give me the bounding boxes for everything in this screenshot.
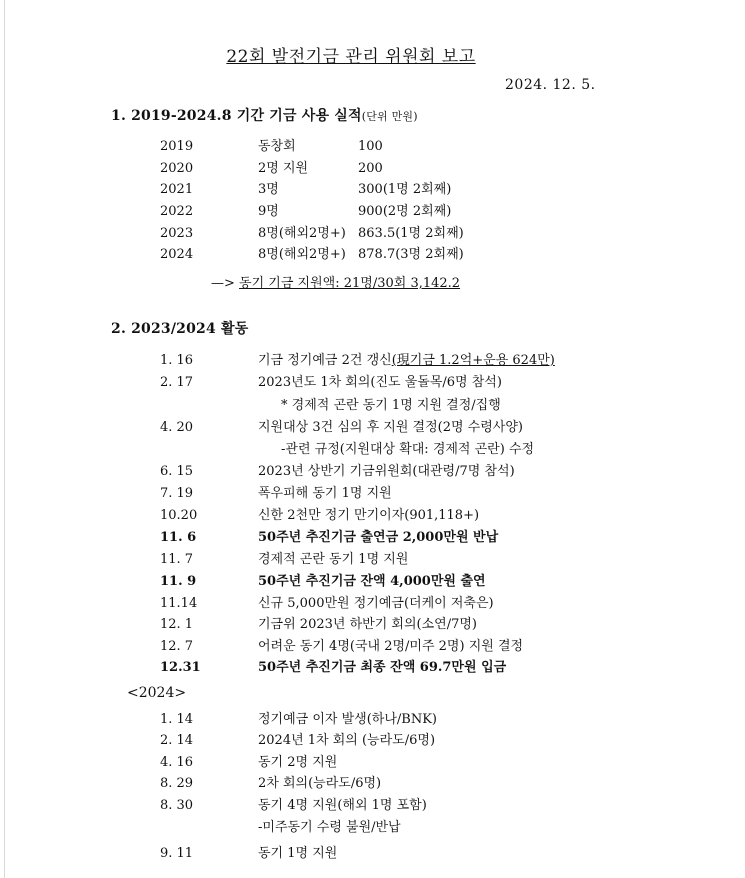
page-edge (4, 0, 5, 878)
usage-amount: 200 (358, 161, 383, 176)
activity-date: 11. 7 (160, 552, 194, 567)
usage-amount: 900(2명 2회째) (358, 204, 452, 219)
activity-desc: 50주년 추진기금 최종 잔액 69.7만원 입금 (258, 660, 507, 675)
activity-date: 1. 16 (160, 353, 194, 368)
arrow-icon: —> (211, 276, 235, 291)
activity-desc: 신규 5,000만원 정기예금(더케이 저축은) (258, 596, 494, 611)
activity-desc: 지원대상 3건 심의 후 지원 결정(2명 수령사양) (258, 420, 523, 435)
activity-desc: 어려운 동기 4명(국내 2명/미주 2명) 지원 결정 (258, 639, 524, 654)
activity-date: 2. 17 (160, 375, 194, 390)
usage-year: 2022 (160, 204, 194, 219)
activity-date: 4. 16 (160, 755, 194, 770)
activity-desc: 기금위 2023년 하반기 회의(소연/7명) (258, 617, 477, 632)
fund-status-note: (現기금 1.2억+운용 624만) (391, 353, 555, 368)
section1-heading (111, 108, 418, 125)
activity-desc: 50주년 추진기금 출연금 2,000만원 반납 (258, 530, 499, 545)
activity-date: 6. 15 (160, 464, 194, 479)
usage-recipients: 3명 (258, 182, 279, 197)
activity-date: 11.14 (160, 596, 198, 611)
usage-amount: 863.5(1명 2회째) (358, 226, 464, 241)
activity-desc: 신한 2천만 정기 만기이자(901,118+) (258, 508, 480, 523)
usage-recipients: 동창회 (258, 139, 296, 154)
usage-amount: 300(1명 2회째) (358, 182, 452, 197)
usage-year: 2021 (160, 182, 194, 197)
summary-text: 동기 기금 지원액: 21명/30회 3,142.2 (239, 276, 461, 291)
activity-date: 8. 30 (160, 798, 194, 813)
activity-date: 8. 29 (160, 776, 194, 791)
activity-date: 11. 6 (160, 530, 197, 545)
page-title: 22회 발전기금 관리 위원회 보고 (226, 47, 476, 67)
report-date: 2024. 12. 5. (505, 77, 596, 93)
section1-unit: (단위 만원) (361, 110, 418, 123)
activity-desc: 2024년 1차 회의 (능라도/6명) (258, 733, 436, 748)
activity-desc: 폭우피해 동기 1명 지원 (258, 486, 392, 501)
activity-desc: 정기예금 이자 발생(하나/BNK) (258, 712, 438, 727)
activity-note: -미주동기 수령 불원/반납 (258, 820, 401, 835)
section1-heading-text: 1. 2019-2024.8 기간 기금 사용 실적 (111, 108, 362, 124)
activity-date: 12.31 (160, 660, 201, 675)
activity-desc: 동기 4명 지원(해외 1명 포함) (258, 798, 427, 813)
usage-summary (211, 276, 460, 292)
activity-note: * 경제적 곤란 동기 1명 지원 결정/집행 (281, 398, 501, 413)
usage-year: 2023 (160, 226, 194, 241)
usage-year: 2024 (160, 247, 194, 262)
usage-recipients: 2명 지원 (258, 161, 309, 176)
usage-year: 2019 (160, 139, 194, 154)
activity-date: 4. 20 (160, 420, 194, 435)
section2-heading: 2. 2023/2024 활동 (111, 321, 249, 337)
year-2024-subheading: <2024> (127, 685, 187, 701)
usage-recipients: 8명(해외2명+) (258, 247, 346, 262)
usage-amount: 100 (358, 139, 383, 154)
activity-date: 9. 11 (160, 846, 194, 861)
activity-desc: 2차 회의(능라도/6명) (258, 776, 382, 791)
activity-date: 10.20 (160, 508, 198, 523)
activity-desc: 동기 2명 지원 (258, 755, 338, 770)
activity-note: -관련 규정(지원대상 확대: 경제적 곤란) 수정 (281, 442, 535, 457)
activity-desc: 50주년 추진기금 잔액 4,000만원 출연 (258, 574, 486, 589)
usage-recipients: 8명(해외2명+) (258, 226, 346, 241)
activity-desc: 경제적 곤란 동기 1명 지원 (258, 552, 409, 567)
activity-date: 12. 7 (160, 639, 194, 654)
activity-date: 11. 9 (160, 574, 197, 589)
activity-desc: 2023년 상반기 기금위원회(대관령/7명 참석) (258, 464, 515, 479)
activity-date: 12. 1 (160, 617, 194, 632)
usage-amount: 878.7(3명 2회째) (358, 247, 464, 262)
activity-desc-text: 기금 정기예금 2건 갱신 (258, 353, 392, 368)
activity-desc: 동기 1명 지원 (258, 846, 338, 861)
activity-desc (258, 353, 555, 369)
usage-recipients: 9명 (258, 204, 279, 219)
activity-date: 1. 14 (160, 712, 194, 727)
usage-year: 2020 (160, 161, 194, 176)
activity-date: 7. 19 (160, 486, 194, 501)
activity-desc: 2023년도 1차 회의(진도 울돌목/6명 참석) (258, 375, 502, 390)
activity-date: 2. 14 (160, 733, 194, 748)
